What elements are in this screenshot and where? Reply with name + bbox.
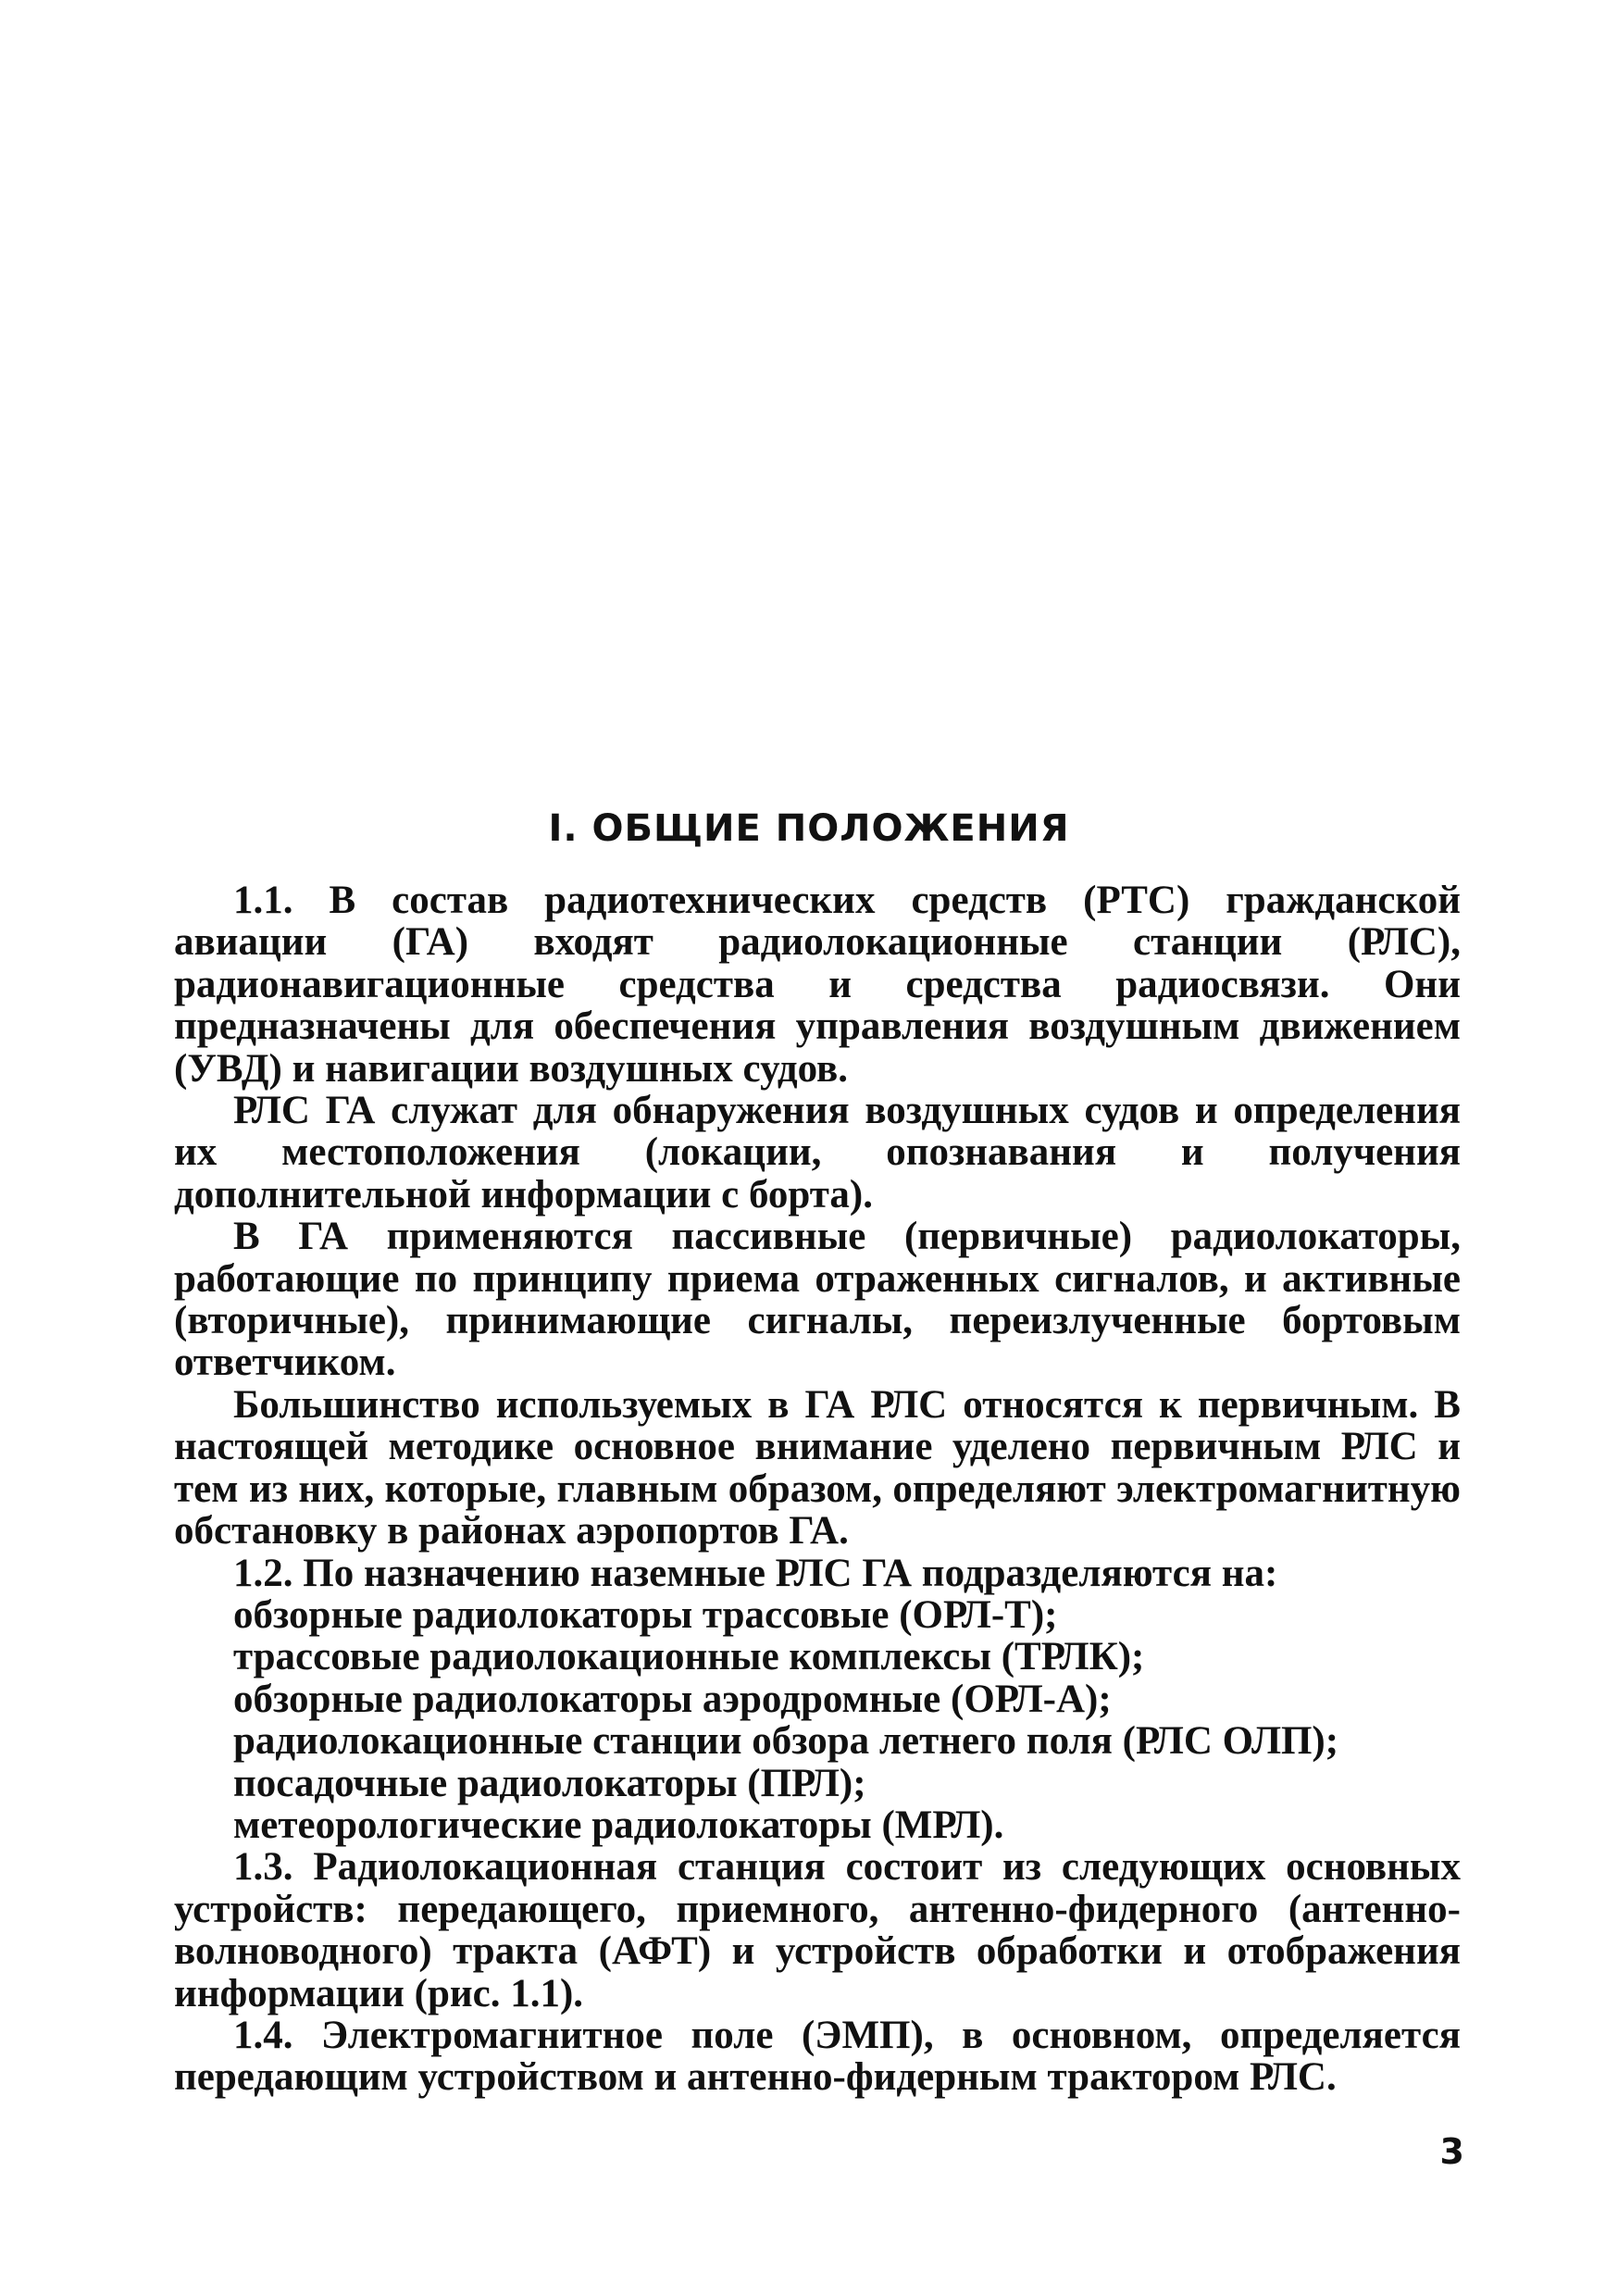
list-item: обзорные радиолокаторы аэродромные (ОРЛ-А);	[233, 1677, 1112, 1721]
paragraph-1-3: 1.3. Радиолокационная станция состоит из следующих основных устройств: передающего, приемного, антенно-фидерного (антенно-волноводного) тракта (АФТ) и устройств обработки и отображения информации (рис. 1.1).	[174, 1845, 1461, 2015]
page-number: 3	[1439, 2131, 1464, 2172]
body-text	[174, 880, 1461, 2099]
paragraph-1-1: 1.1. В состав радиотехнических средств (РТС) гражданской авиации (ГА) входят радиолокационные станции (РЛС), радионавигационные средства и средства радиосвязи. Они предназначены для обеспечения управления воздушным движением (УВД) и навигации воздушных судов.	[174, 879, 1461, 1091]
list-item: трассовые радиолокационные комплексы (ТРЛК);	[233, 1635, 1145, 1679]
paragraph-1-2: 1.2. По назначению наземные РЛС ГА подразделяются на:	[233, 1551, 1278, 1595]
paragraph-primary-radars: Большинство используемых в ГА РЛС относятся к первичным. В настоящей методике основное внимание уделено первичным РЛС и тем из них, которые, главным образом, определяют электромагнитную обстановку в районах аэропортов ГА.	[174, 1382, 1461, 1554]
radar-types-list	[174, 1594, 1461, 1846]
list-item: метеорологические радиолокаторы (МРЛ).	[233, 1803, 1004, 1847]
list-item: радиолокационные станции обзора летнего поля (РЛС ОЛП);	[233, 1719, 1339, 1764]
list-item: посадочные радиолокаторы (ПРЛ);	[233, 1761, 866, 1805]
paragraph-rls-purpose: РЛС ГА служат для обнаружения воздушных судов и определения их местоположения (локации, опознавания и получения дополнительной информации с борта).	[174, 1089, 1461, 1217]
paragraph-radar-kinds: В ГА применяются пассивные (первичные) радиолокаторы, работающие по принципу приема отраженных сигналов, и активные (вторичные), принимающие сигналы, переизлученные бортовым ответчиком.	[174, 1215, 1461, 1385]
list-item: обзорные радиолокаторы трассовые (ОРЛ-Т);	[233, 1592, 1058, 1637]
paragraph-1-4: 1.4. Электромагнитное поле (ЭМП), в основном, определяется передающим устройством и антенно-фидерным трактором РЛС.	[174, 2013, 1461, 2100]
section-title: I. ОБЩИЕ ПОЛОЖЕНИЯ	[548, 807, 1070, 850]
